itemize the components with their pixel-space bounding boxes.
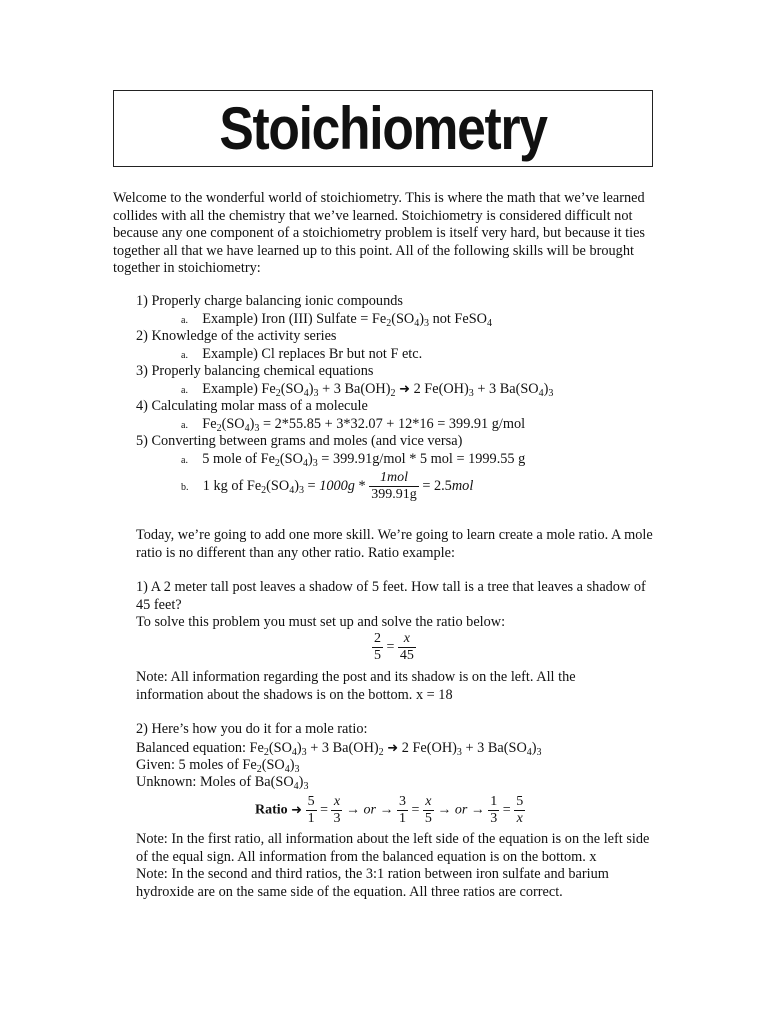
skill-1: 1) Properly charge balancing ionic compounds <box>136 293 403 309</box>
ratio-label: Ratio <box>255 802 288 818</box>
example-1-note: Note: All information regarding the post and its shadow is on the left. All the information about the shadows is on the bottom. x = 18 <box>136 669 576 703</box>
skill-5a: a. 5 mole of $Fe_2(SO_4)_3 = 399.91g/mol * 5$ mol = 1999.55 g <box>181 451 526 469</box>
arrow-icon: ➜ <box>291 803 303 818</box>
skill-2a <box>181 346 422 365</box>
example-2-note-1: Note: In the first ratio, all information about the left side of the equation is on the left side of the equal sign. All information from the balanced equation is on the bottom. x <box>136 831 650 865</box>
fraction: $\frac{x}{3}$ <box>333 794 341 826</box>
conversion-fraction: $\frac{\text{1mol}}{399.91g}$ <box>371 470 417 502</box>
list-label: a. <box>181 350 188 361</box>
fraction: $\frac{1}{3}$ <box>490 794 498 826</box>
given-label: Given: 5 moles of Fe <box>136 757 257 773</box>
skill-2: 2) Knowledge of the activity series <box>136 328 337 344</box>
fraction: $\frac{5}{1}$ <box>307 794 315 826</box>
ratio-equation-1: $\frac{2}{5}$ = $\frac{x}{45}$ <box>374 631 414 663</box>
example-1-question: 1) A 2 meter tall post leaves a shadow of 5 feet. How tall is a tree that leaves a shadow of 45 feet? <box>136 579 646 613</box>
skill-1a: a. Example) Iron (III) Sulfate = $Fe_2(SO_4)_3$ not FeSO$_4$ <box>181 311 492 329</box>
mole-ratio-equation: Ratio ➜ $\frac{5}{1}$ = $\frac{x}{3}$ → or → $\frac{3}{1}$ = $\frac{x}{5}$ → or → $\frac{1}{3}$ = $\frac{5}{x}$ <box>255 794 524 826</box>
given-line: Given: 5 moles of $Fe_2(SO_4)_3$ <box>136 757 300 775</box>
arrow-icon: ➜ <box>399 382 410 397</box>
skill-5: 5) Converting between grams and moles (and vice versa) <box>136 433 463 449</box>
list-label: a. <box>181 385 188 396</box>
unknown-line: Unknown: Moles of $Ba(SO_4)_3$ <box>136 774 309 792</box>
page-title: Stoichiometry <box>219 95 547 162</box>
unknown-label: Unknown: Moles of Ba(SO <box>136 774 294 790</box>
skill-2a-text: Example) Cl replaces Br but not F etc. <box>202 346 423 362</box>
example-2-note-2: Note: In the second and third ratios, the 3:1 ration between iron sulfate and barium hydroxide are on the same side of the equation. All three ratios are correct. <box>136 866 609 900</box>
balanced-equation: Balanced equation: $Fe_2(SO_4)_3 + 3$ $Ba(OH)_2$ ➜ 2 $Fe(OH)_3 + 3$ $Ba(SO_4)_3$ <box>136 740 542 758</box>
balanced-label: Balanced equation: <box>136 740 250 756</box>
skill-3a: a. Example) $Fe_2(SO_4)_3 + 3$ $Ba(OH)_2$ ➜ 2 $Fe(OH)_3 + 3$ $Ba(SO_4)_3$ <box>181 381 554 399</box>
skill-5b-text: 1 kg of Fe <box>202 477 262 494</box>
fraction: $\frac{x}{5}$ <box>424 794 432 826</box>
skill-5b: b. 1 kg of $Fe_2(SO_4)_3 = 1000g$ * $\frac{\text{1mol}}{399.91g}$ = 2.5mol <box>181 470 474 502</box>
skill-3: 3) Properly balancing chemical equations <box>136 363 374 379</box>
skill-1a-text: Example) Iron (III) Sulfate = Fe <box>202 311 387 327</box>
fraction: $\frac{x}{45}$ <box>399 631 414 663</box>
fraction: $\frac{5}{x}$ <box>516 794 524 826</box>
list-label: b. <box>181 481 189 493</box>
title-box <box>113 90 653 167</box>
list-label: a. <box>181 420 188 431</box>
intro-paragraph: Welcome to the wonderful world of stoichiometry. This is where the math that we’ve learned collides with all the chemistry that we’ve learned. Stoichiometry is considered difficult not because any one component of a stoichiometry problem is itself very hard, but because it ties together all that we have learned up to this point. All of the following skills will be brought together in stoichiometry: <box>113 190 646 277</box>
today-paragraph: Today, we’re going to add one more skill. We’re going to learn create a mole ratio. A mole ratio is no different than any other ratio. Ratio example: <box>136 527 653 561</box>
list-label: a. <box>181 315 188 326</box>
example-1-instruction: To solve this problem you must set up and solve the ratio below: <box>136 614 506 630</box>
list-label: a. <box>181 455 188 466</box>
arrow-icon: ➜ <box>387 741 399 756</box>
skill-4: 4) Calculating molar mass of a molecule <box>136 398 368 414</box>
fraction: $\frac{2}{5}$ <box>374 631 381 663</box>
skill-4a: a. $Fe_2(SO_4)_3 = 2*55.85 + 3*32.07 + 12*16 = 399.91$ g/mol <box>181 416 526 434</box>
fraction: $\frac{3}{1}$ <box>398 794 406 826</box>
example-2-heading: 2) Here’s how you do it for a mole ratio: <box>136 721 368 737</box>
